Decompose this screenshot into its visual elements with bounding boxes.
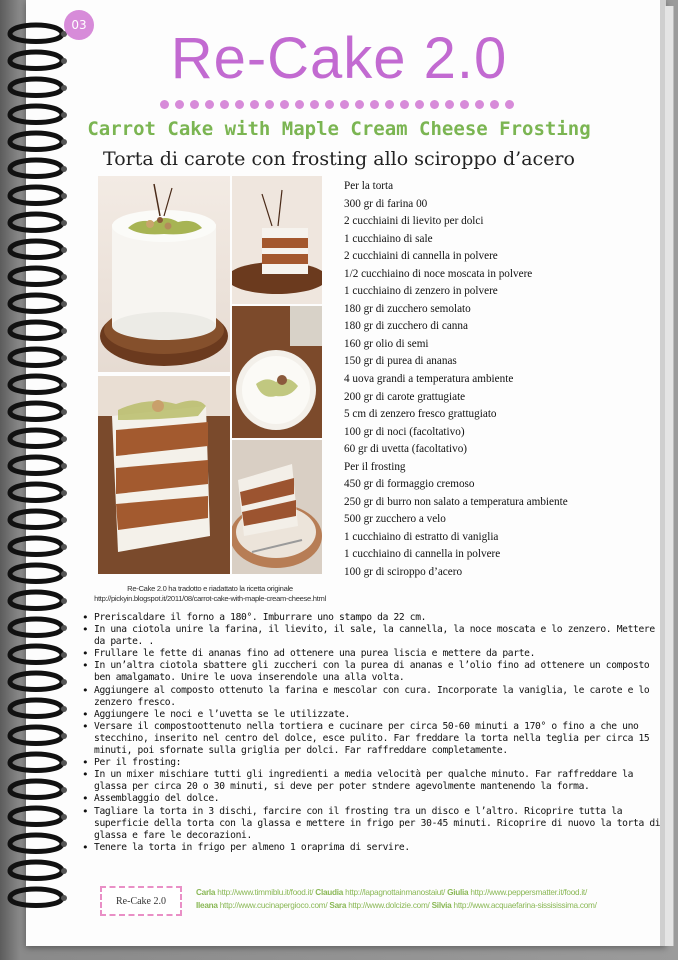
photo-plated-slice	[232, 440, 322, 574]
footer-author-link[interactable]: http://www.timmiblu.it/food.it/	[215, 888, 316, 897]
divider-dot	[445, 100, 454, 109]
spiral-ring	[10, 781, 62, 798]
ingredient-item: 300 gr di farina 00	[344, 197, 428, 210]
spiral-ring	[10, 403, 62, 420]
binding-hole	[61, 274, 67, 280]
footer-author-link[interactable]: http://www.peppersmatter.it/food.it/	[468, 888, 587, 897]
divider-dot	[340, 100, 349, 109]
spiral-ring	[10, 889, 62, 906]
instruction-step: • Assemblaggio del dolce.	[84, 793, 668, 805]
divider-dot	[325, 100, 334, 109]
photo-cake-slice	[98, 376, 230, 574]
binding-hole	[61, 679, 67, 685]
divider-dot	[160, 100, 169, 109]
ingredient-item: 160 gr olio di semi	[344, 337, 429, 350]
ingredient-item: Per la torta	[344, 180, 394, 192]
footer-author-link[interactable]: http://www.acquaefarina-sissisissima.com/	[451, 901, 597, 910]
instruction-step: • Aggiungere al composto ottenuto la farina e mescolar con cura. Incorporate la vaniglia, le carote e lo zenzero fresco.	[84, 685, 668, 709]
spiral-ring	[10, 511, 62, 528]
ingredient-item: 1/2 cucchiaino di noce moscata in polvere	[344, 267, 533, 280]
spiral-ring	[10, 565, 62, 582]
ingredient-item: 2 cucchiaini di cannella in polvere	[344, 250, 498, 263]
photo-cake-top	[232, 306, 322, 438]
divider-dot	[475, 100, 484, 109]
divider-dot	[430, 100, 439, 109]
binding-hole	[61, 760, 67, 766]
binding-hole	[61, 814, 67, 820]
instruction-step: • Aggiungere le noci e l’uvetta se le utilizzate.	[84, 709, 668, 721]
ingredient-item: 200 gr di carote grattugiate	[344, 390, 466, 403]
footer-author-name: Ileana	[196, 901, 218, 910]
binding-hole	[61, 787, 67, 793]
photo-cake-side	[232, 176, 322, 304]
ingredient-item: 60 gr di uvetta (facoltativo)	[344, 443, 468, 456]
divider-dot	[385, 100, 394, 109]
spiral-ring	[10, 700, 62, 717]
divider-dot	[415, 100, 424, 109]
footer-links-line-1	[196, 886, 636, 899]
binding-hole	[61, 193, 67, 199]
recipe-credit	[60, 584, 360, 604]
divider-dot	[490, 100, 499, 109]
divider-dot	[190, 100, 199, 109]
footer-author-name: Silvia	[431, 901, 452, 910]
spiral-ring	[10, 619, 62, 636]
instruction-step: • In un mixer mischiare tutti gli ingredienti a media velocità per qualche minuto. Far raffreddare la glassa per circa 20 o 30 minuti, si deve per poter stndere agevolmente mantenendo la forma.	[84, 769, 668, 793]
spiral-ring	[10, 808, 62, 825]
footer-author-link[interactable]: http://www.cucinapergioco.com/	[217, 901, 330, 910]
spiral-ring	[10, 862, 62, 879]
binding-hole	[61, 463, 67, 469]
credit-url[interactable]: http://pickyin.blogspot.it/2011/08/carrot-cake-with-maple-cream-cheese.html	[94, 594, 326, 603]
divider-dot	[400, 100, 409, 109]
ingredient-item: 1 cucchiaino di cannella in polvere	[344, 548, 501, 561]
divider-dot	[175, 100, 184, 109]
binding-hole	[61, 301, 67, 307]
dot-divider	[160, 100, 514, 109]
spiral-ring	[10, 457, 62, 474]
ingredient-item: 100 gr di sciroppo d’acero	[344, 566, 463, 579]
binding-hole	[61, 220, 67, 226]
spiral-ring	[10, 673, 62, 690]
divider-dot	[250, 100, 259, 109]
ingredient-item: 250 gr di burro non salato a temperatura ambiente	[344, 495, 568, 508]
divider-dot	[265, 100, 274, 109]
footer-links-line-2	[196, 899, 636, 912]
footer-author-name: Sara	[329, 901, 347, 910]
binding-hole	[61, 409, 67, 415]
divider-dot	[220, 100, 229, 109]
divider-dot	[280, 100, 289, 109]
footer-author-link[interactable]: http://www.dolcizie.com/	[346, 901, 432, 910]
spiral-ring	[10, 835, 62, 852]
instruction-step: • In una ciotola unire la farina, il lievito, il sale, la cannella, la noce moscata e lo zenzero. Mettere da parte. .	[84, 624, 668, 648]
footer-author-name: Carla	[196, 888, 216, 897]
ingredient-item: 150 gr di purea di ananas	[344, 355, 457, 368]
footer-logo: Re-Cake 2.0	[100, 886, 182, 916]
spiral-ring	[10, 376, 62, 393]
binding-hole	[61, 706, 67, 712]
binding-hole	[61, 544, 67, 550]
spiral-ring	[10, 268, 62, 285]
credit-text: Re-Cake 2.0 ha tradotto e riadattato la ricetta originale	[127, 584, 293, 593]
binding-hole	[61, 571, 67, 577]
binding-hole	[61, 841, 67, 847]
ingredient-item: 450 gr di formaggio cremoso	[344, 478, 475, 491]
binding-hole	[61, 652, 67, 658]
ingredient-item: 180 gr di zucchero semolato	[344, 302, 471, 315]
binding-hole	[61, 490, 67, 496]
footer-author-link[interactable]: http://lapagnottainmanostaiut/	[343, 888, 448, 897]
binding-hole	[61, 355, 67, 361]
spiral-ring	[10, 754, 62, 771]
spiral-ring	[10, 187, 62, 204]
instruction-step: • Preriscaldare il forno a 180°. Imburrare uno stampo da 22 cm.	[84, 612, 668, 624]
instruction-step: • Tagliare la torta in 3 dischi, farcire con il frosting tra un disco e l’altro. Ricoprire tutta la superficie della torta con la glassa e mettere in frigo per 30-45 minuti. Ricoprire di nuovo la torta di glassa e fare le decorazioni.	[84, 806, 668, 842]
footer-author-name: Claudia	[315, 888, 344, 897]
photo-whole-cake	[98, 176, 230, 372]
instruction-step: • Per il frosting:	[84, 757, 668, 769]
ingredient-item: 5 cm di zenzero fresco grattugiato	[344, 408, 497, 421]
instruction-step: • Versare il compostoottenuto nella tortiera e cucinare per circa 50-60 minuti a 170° o fino a che uno stecchino, inserito nel centro del dolce, esce pulito. Far freddare la torta nella teglia per circa 15 minuti, poi sfornate sulla griglia per dolci. Far raffreddare completamente.	[84, 721, 668, 757]
instruction-step: • Frullare le fette di ananas fino ad ottenere una purea liscia e mettere da parte.	[84, 648, 668, 660]
spiral-ring	[10, 322, 62, 339]
ingredient-item: Per il frosting	[344, 460, 406, 473]
spiral-ring	[10, 646, 62, 663]
ingredient-item: 1 cucchiaino di estratto di vaniglia	[344, 530, 499, 543]
divider-dot	[370, 100, 379, 109]
ingredient-item: 1 cucchiaino di zenzero in polvere	[344, 285, 498, 298]
photo-collage	[98, 176, 322, 574]
page-number-badge: 03	[64, 10, 94, 40]
binding-hole	[61, 895, 67, 901]
ingredient-item: 500 gr zucchero a velo	[344, 513, 446, 526]
divider-dot	[505, 100, 514, 109]
spiral-ring	[10, 349, 62, 366]
binding-hole	[61, 247, 67, 253]
binding-hole	[61, 328, 67, 334]
brand-title: Re-Cake 2.0	[170, 26, 508, 91]
spiral-ring	[10, 214, 62, 231]
spiral-ring	[10, 241, 62, 258]
binding-hole	[61, 625, 67, 631]
spiral-ring	[10, 484, 62, 501]
instruction-step: • In un’altra ciotola sbattere gli zuccheri con la purea di ananas e l’olio fino ad ottenere un composto ben amalgamato. Unire le uova inserendole una alla volta.	[84, 660, 668, 684]
ingredient-item: 180 gr di zucchero di canna	[344, 320, 468, 333]
ingredient-item: 100 gr di noci (facoltativo)	[344, 425, 465, 438]
binding-hole	[61, 382, 67, 388]
instruction-list	[74, 612, 668, 854]
spiral-ring	[10, 430, 62, 447]
divider-dot	[235, 100, 244, 109]
divider-dot	[355, 100, 364, 109]
binding-hole	[61, 436, 67, 442]
ingredient-list	[344, 178, 568, 582]
divider-dot	[310, 100, 319, 109]
ingredient-item: 2 cucchiaini di lievito per dolci	[344, 215, 484, 228]
binding-hole	[61, 868, 67, 874]
spiral-ring	[10, 727, 62, 744]
divider-dot	[460, 100, 469, 109]
binding-hole	[61, 733, 67, 739]
spiral-ring	[10, 538, 62, 555]
spiral-ring	[10, 295, 62, 312]
binding-hole	[61, 517, 67, 523]
footer-author-name: Giulia	[447, 888, 469, 897]
recipe-title-english: Carrot Cake with Maple Cream Cheese Frosting	[87, 118, 591, 140]
ingredient-item: 4 uova grandi a temperatura ambiente	[344, 373, 514, 386]
recipe-title-italian: Torta di carote con frosting allo sciroppo d’acero	[103, 148, 575, 170]
instruction-step: • Tenere la torta in frigo per almeno 1 oraprima di servire.	[84, 842, 668, 854]
ingredient-item: 1 cucchiaino di sale	[344, 232, 433, 245]
divider-dot	[205, 100, 214, 109]
footer-links	[196, 886, 636, 912]
divider-dot	[295, 100, 304, 109]
spiral-ring	[10, 592, 62, 609]
